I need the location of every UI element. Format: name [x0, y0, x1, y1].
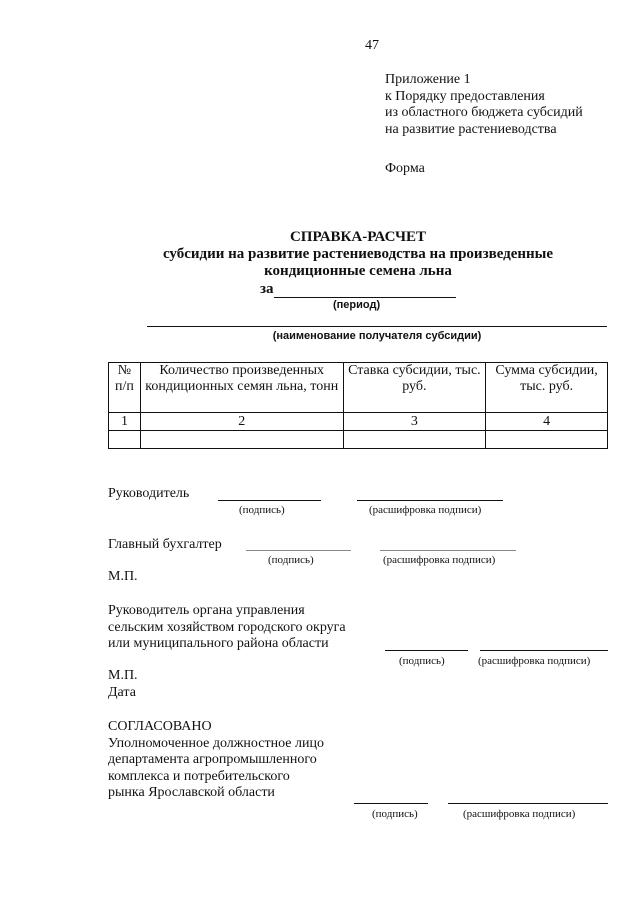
- head-sign-line[interactable]: [218, 500, 321, 501]
- head-sign-caption: (подпись): [239, 504, 285, 516]
- table-cell[interactable]: [109, 431, 141, 449]
- head-decode-caption: (расшифровка подписи): [369, 504, 482, 516]
- agency-decode-caption: (расшифровка подписи): [478, 655, 591, 667]
- subtitle-line: кондиционные семена льна: [264, 262, 452, 279]
- header-cell: № п/п: [109, 363, 141, 413]
- subsidy-table: [108, 362, 608, 449]
- accountant-sign-line[interactable]: [246, 550, 351, 551]
- form-label: Форма: [385, 161, 425, 176]
- agency-head-line: сельским хозяйством городского округа: [108, 619, 346, 635]
- agency-head-label: [108, 603, 388, 653]
- table-row: [109, 431, 608, 449]
- appendix-line: Приложение 1: [385, 72, 471, 87]
- appendix-note: [385, 72, 635, 138]
- recipient-caption: (наименование получателя субсидии): [272, 330, 482, 342]
- agency-sign-caption: (подпись): [399, 655, 445, 667]
- head-label: Руководитель: [108, 486, 190, 501]
- table-cell[interactable]: [343, 431, 486, 449]
- period-field-line: [274, 297, 456, 298]
- header-cell: Ставка субсидии, тыс. руб.: [343, 363, 486, 413]
- document-heading: СПРАВКА-РАСЧЕТ: [289, 229, 427, 245]
- accountant-decode-line[interactable]: [380, 550, 516, 551]
- approval-line: комплекса и потребительского: [108, 768, 290, 784]
- approval-block: [108, 719, 368, 802]
- table-header-row: [109, 363, 608, 413]
- column-number: 4: [486, 413, 608, 431]
- approval-sign-caption: (подпись): [372, 808, 418, 820]
- column-number: 2: [140, 413, 343, 431]
- approval-line: рынка Ярославской области: [108, 785, 275, 800]
- column-number: 3: [343, 413, 486, 431]
- date-label: Дата: [108, 685, 136, 700]
- accountant-decode-caption: (расшифровка подписи): [383, 554, 496, 566]
- table-cell[interactable]: [486, 431, 608, 449]
- table-cell[interactable]: [140, 431, 343, 449]
- approval-decode-line[interactable]: [448, 803, 608, 804]
- accountant-sign-caption: (подпись): [268, 554, 314, 566]
- head-decode-line[interactable]: [357, 500, 503, 501]
- agency-sign-line[interactable]: [385, 650, 468, 651]
- approval-sign-line[interactable]: [354, 803, 428, 804]
- appendix-line: из областного бюджета субсидий: [385, 105, 583, 120]
- agency-head-line: Руководитель органа управления: [108, 603, 305, 618]
- agency-decode-line[interactable]: [480, 650, 608, 651]
- header-cell: Сумма субсидии, тыс. руб.: [486, 363, 608, 413]
- approval-line: Уполномоченное должностное лицо: [108, 735, 324, 751]
- period-caption: (период): [333, 299, 381, 311]
- approval-line: департамента агропромышленного: [108, 752, 317, 767]
- stamp-label: М.П.: [108, 668, 138, 683]
- appendix-line: на развитие растениеводства: [385, 121, 557, 137]
- page-number: 47: [365, 38, 379, 53]
- appendix-line: к Порядку предоставления: [385, 88, 545, 104]
- table-number-row: [109, 413, 608, 431]
- accountant-label: Главный бухгалтер: [108, 537, 222, 552]
- subtitle-line: субсидии на развитие растениеводства на произведенные: [162, 246, 554, 262]
- header-cell: Количество произведенных кондиционных семян льна, тонн: [140, 363, 343, 413]
- column-number: 1: [109, 413, 141, 431]
- recipient-field-line: [147, 326, 607, 327]
- document-subtitle: [0, 246, 640, 279]
- period-prefix: за: [260, 281, 274, 297]
- agency-head-line: или муниципального района области: [108, 636, 329, 651]
- stamp-label: М.П.: [108, 569, 138, 584]
- approval-heading: СОГЛАСОВАНО: [108, 719, 212, 734]
- approval-decode-caption: (расшифровка подписи): [463, 808, 576, 820]
